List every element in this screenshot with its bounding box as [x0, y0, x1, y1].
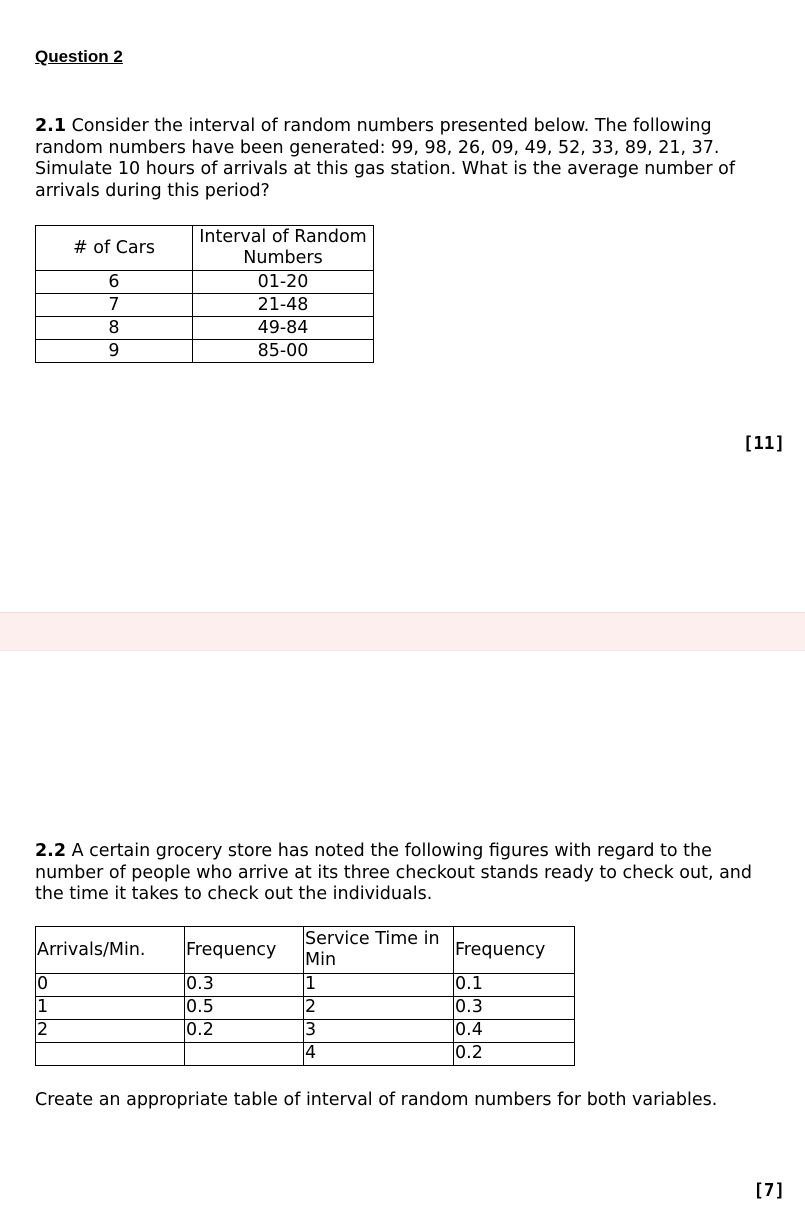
cell-interval: 85-00	[193, 340, 374, 363]
header-cars: # of Cars	[36, 226, 193, 271]
table-header-row	[36, 226, 374, 271]
cell-frequency: 0.3	[185, 974, 304, 997]
cell-frequency: 0.3	[454, 997, 575, 1020]
cell-interval: 49-84	[193, 317, 374, 340]
header-frequency: Frequency	[454, 927, 575, 974]
question-title: Question 2	[35, 47, 123, 66]
part-2-1-body: Consider the interval of random numbers presented below. The following random numbers have been generated: 99, 98, 26, 09, 49, 52, 33, 89, 21, 37. Simulate 10 hours of arrivals at this gas station. What is the average number of arrivals during this period?	[35, 116, 736, 201]
header-frequency: Frequency	[185, 927, 304, 974]
table-row	[36, 974, 575, 997]
table-row	[36, 271, 374, 294]
part-2-2-text	[35, 841, 785, 906]
part-2-1-text	[35, 116, 785, 202]
table-row	[36, 1043, 575, 1066]
cell-frequency	[185, 1043, 304, 1066]
header-interval: Interval of Random Numbers	[193, 226, 374, 271]
cell-frequency: 0.5	[185, 997, 304, 1020]
table-row	[36, 340, 374, 363]
table-header-row	[36, 927, 575, 974]
cell-cars: 6	[36, 271, 193, 294]
table-row	[36, 1020, 575, 1043]
cell-frequency: 0.2	[185, 1020, 304, 1043]
marks-2-2: [7]	[753, 1181, 785, 1201]
cell-arrivals	[36, 1043, 185, 1066]
cell-arrivals: 0	[36, 974, 185, 997]
cell-arrivals: 1	[36, 997, 185, 1020]
header-arrivals: Arrivals/Min.	[36, 927, 185, 974]
part-2-2-number: 2.2	[35, 841, 67, 861]
part-2-1-number: 2.1	[35, 116, 67, 136]
cell-service-time: 1	[304, 974, 454, 997]
table-row	[36, 317, 374, 340]
cell-frequency: 0.2	[454, 1043, 575, 1066]
cell-cars: 9	[36, 340, 193, 363]
cell-frequency: 0.1	[454, 974, 575, 997]
header-service-time: Service Time in Min	[304, 927, 454, 974]
part-2-2-instruction: Create an appropriate table of interval of random numbers for both variables.	[35, 1090, 718, 1110]
part-2-2-body: A certain grocery store has noted the following figures with regard to the number of people who arrive at its three checkout stands ready to check out, and the time it takes to check out the individuals.	[35, 841, 752, 904]
cell-service-time: 3	[304, 1020, 454, 1043]
cell-service-time: 4	[304, 1043, 454, 1066]
cell-interval: 21-48	[193, 294, 374, 317]
arrivals-service-table	[35, 926, 575, 1066]
table-row	[36, 294, 374, 317]
cars-interval-table	[35, 225, 374, 363]
page-separator-band	[0, 612, 805, 651]
marks-2-1: [11]	[742, 434, 785, 454]
cell-arrivals: 2	[36, 1020, 185, 1043]
cell-cars: 8	[36, 317, 193, 340]
cell-cars: 7	[36, 294, 193, 317]
cell-frequency: 0.4	[454, 1020, 575, 1043]
cell-service-time: 2	[304, 997, 454, 1020]
cell-interval: 01-20	[193, 271, 374, 294]
table-row	[36, 997, 575, 1020]
